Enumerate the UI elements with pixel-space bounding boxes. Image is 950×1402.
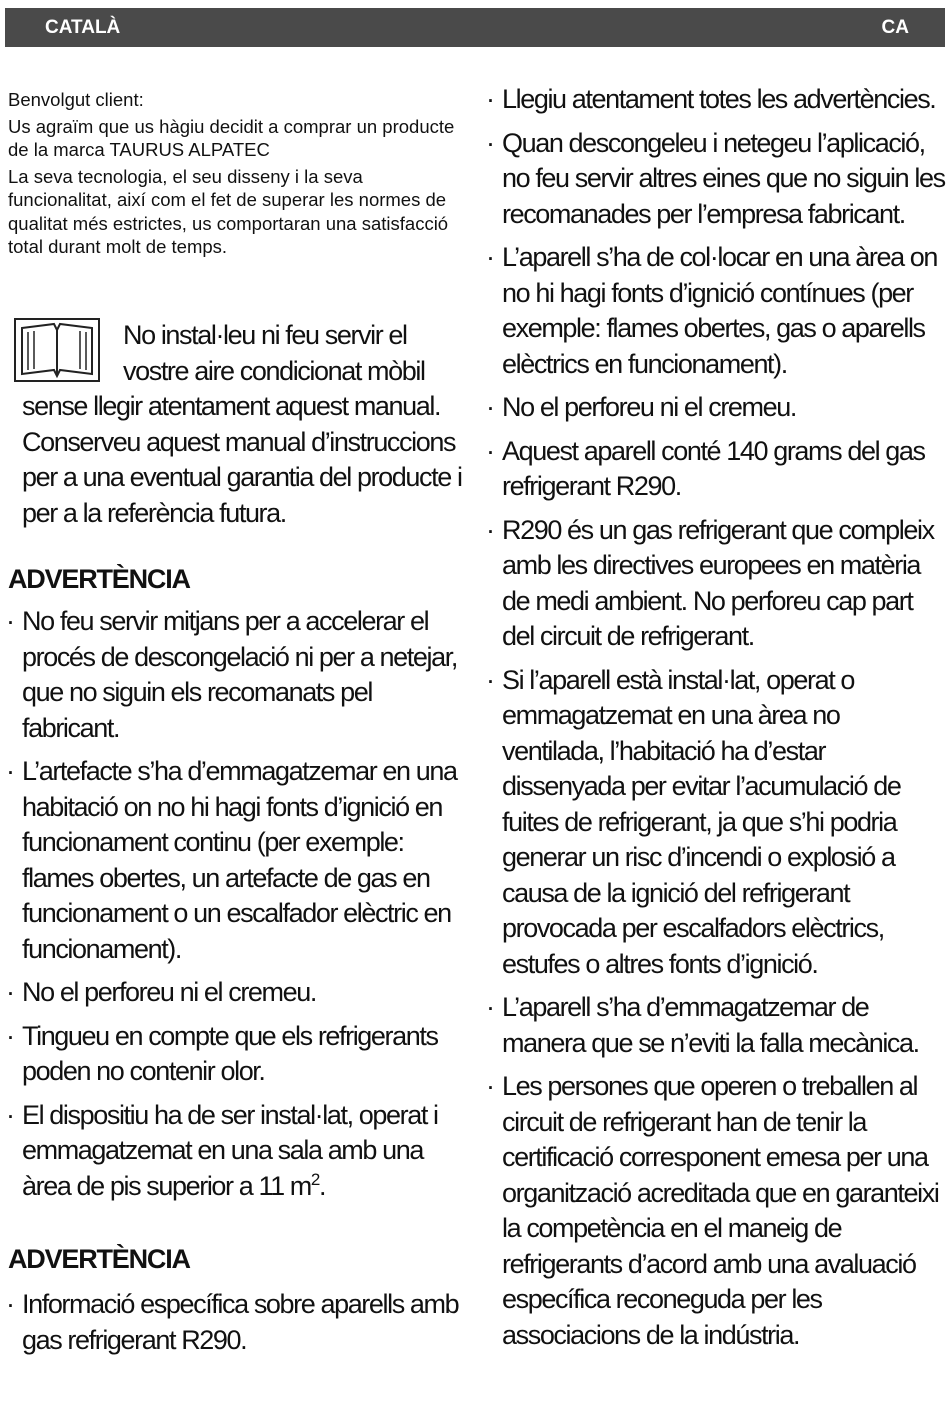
intro-paragraph-2: La seva tecnologia, el seu disseny i la seva funcionalitat, així com el fet de superar les normes de qualitat més estrictes, us comportaran una satisfacció total durant molt de temps.	[8, 165, 449, 257]
list-item: · Aquest aparell conté 140 grams del gas refrigerant R290.	[488, 434, 946, 505]
warning-list-1	[8, 604, 468, 1212]
area-requirement-end: .	[318, 1170, 326, 1201]
list-item: · Tingueu en compte que els refrigerants poden no contenir olor.	[8, 1019, 468, 1090]
manual-notice-line-1: No instal·leu ni feu servir el	[123, 320, 407, 350]
list-item: · Quan descongeleu i netegeu l’aplicació, no feu servir altres eines que no siguin les recomanades per l’empresa fabricant.	[488, 126, 946, 233]
list-item	[8, 1098, 468, 1205]
right-warning-list	[488, 82, 946, 1361]
warning-heading-2: ADVERTÈNCIA	[8, 1244, 190, 1274]
list-item: · Informació específica sobre aparells amb gas refrigerant R290.	[8, 1287, 468, 1358]
warning-list-2	[8, 1287, 468, 1366]
list-item: · L’aparell s’ha de col·locar en una àrea on no hi hagi fonts d’ignició contínues (per exemple: flames obertes, gas o aparells elèctrics en funcionament).	[488, 240, 946, 382]
greeting: Benvolgut client:	[8, 89, 144, 110]
open-book-icon	[14, 318, 100, 382]
manual-notice-line-2: vostre aire condicionat mòbil	[123, 355, 425, 386]
list-item: · No feu servir mitjans per a accelerar el procés de descongelació ni per a netejar, que no siguin els recomanats pel fabricant.	[8, 604, 468, 746]
intro-paragraph-1: Us agraïm que us hàgiu decidit a comprar un producte de la marca TAURUS ALPATEC	[8, 115, 455, 160]
list-item: · No el perforeu ni el cremeu.	[488, 390, 946, 426]
list-item: · No el perforeu ni el cremeu.	[8, 975, 468, 1011]
language-code: CA	[881, 17, 909, 38]
area-requirement-text: El dispositiu ha de ser instal·lat, operat i emmagatzemat en una sala amb una àrea de pis superior a 11 m	[22, 1099, 438, 1201]
list-item: · Si l’aparell està instal·lat, operat o emmagatzemat en una àrea no ventilada, l’habitació ha d’estar dissenyada per evitar l’acumulació de fuites de refrigerant, ja que s’hi podria generar un risc d’incendi o explosió a causa de la ignició del refrigerant provocada per escalfadors elèctrics, estufes o altres fonts d’ignició.	[488, 663, 946, 983]
page-header	[5, 8, 945, 47]
intro-section	[8, 88, 463, 262]
list-item: · R290 és un gas refrigerant que compleix amb les directives europees en matèria de medi ambient. No perforeu cap part del circuit de refrigerant.	[488, 513, 946, 655]
warning-heading-1: ADVERTÈNCIA	[8, 564, 190, 594]
manual-notice-rest: sense llegir atentament aquest manual. Conserveu aquest manual d’instruccions per a una eventual garantia del producte i per a la referència futura.	[22, 391, 462, 528]
list-item: · Les persones que operen o treballen al circuit de refrigerant han de tenir la certificació corresponent emesa per una organització acreditada que en garanteixi la competència en el maneig de refrigerants d’acord amb una avaluació específica reconeguda per les associacions de la indústria.	[488, 1069, 946, 1353]
area-superscript: 2	[310, 1169, 319, 1189]
language-label: CATALÀ	[45, 17, 121, 38]
list-item: · Llegiu atentament totes les advertències.	[488, 82, 946, 118]
list-item: · L’artefacte s’ha d’emmagatzemar en una habitació on no hi hagi fonts d’ignició en funcionament continu (per exemple: flames obertes, un artefacte de gas en funcionament o un escalfador elèctric en funcionament).	[8, 754, 468, 967]
manual-notice	[8, 318, 468, 531]
list-item: · L’aparell s’ha d’emmagatzemar de manera que se n’eviti la falla mecànica.	[488, 990, 946, 1061]
